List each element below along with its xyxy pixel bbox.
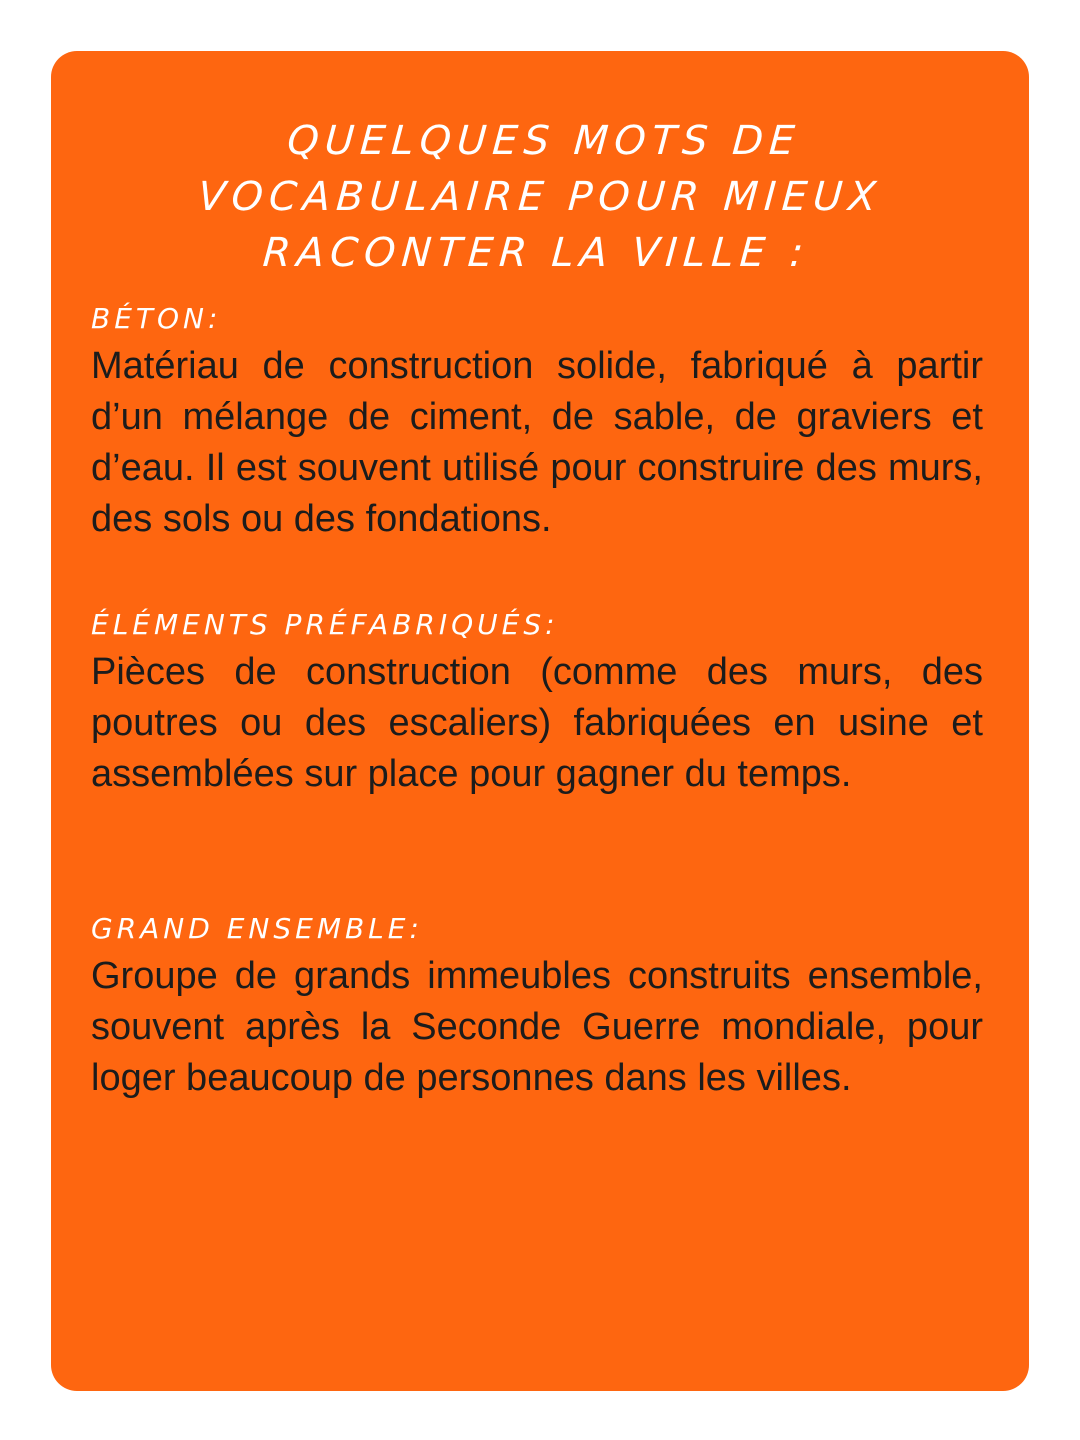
title-line-2: VOCABULAIRE POUR MIEUX xyxy=(196,174,884,220)
entry-definition: Groupe de grands immeubles construits ensemble, souvent après la Seconde Guerre mondiale, pour loger beaucoup de personnes dans les villes. xyxy=(91,955,983,1099)
card-title xyxy=(45,113,1035,281)
vocabulary-entry-grand-ensemble xyxy=(91,911,983,1104)
entry-term: GRAND ENSEMBLE: xyxy=(91,912,423,945)
entry-term: BÉTON: xyxy=(91,302,222,335)
vocabulary-entry-beton xyxy=(91,301,983,545)
vocabulary-entry-prefabricated-elements xyxy=(91,607,983,800)
entry-term: ÉLÉMENTS PRÉFABRIQUÉS: xyxy=(91,608,559,641)
entry-definition: Matériau de construction solide, fabriqué à partir d’un mélange de ciment, de sable, de graviers et d’eau. Il est souvent utilisé pour construire des murs, des sols ou des fondations. xyxy=(91,345,983,540)
vocabulary-card xyxy=(51,51,1029,1391)
title-line-1: QUELQUES MOTS DE xyxy=(285,118,803,164)
title-line-3: RACONTER LA VILLE : xyxy=(261,230,811,276)
entry-definition: Pièces de construction (comme des murs, des poutres ou des escaliers) fabriquées en usine et assemblées sur place pour gagner du temps. xyxy=(91,651,983,795)
